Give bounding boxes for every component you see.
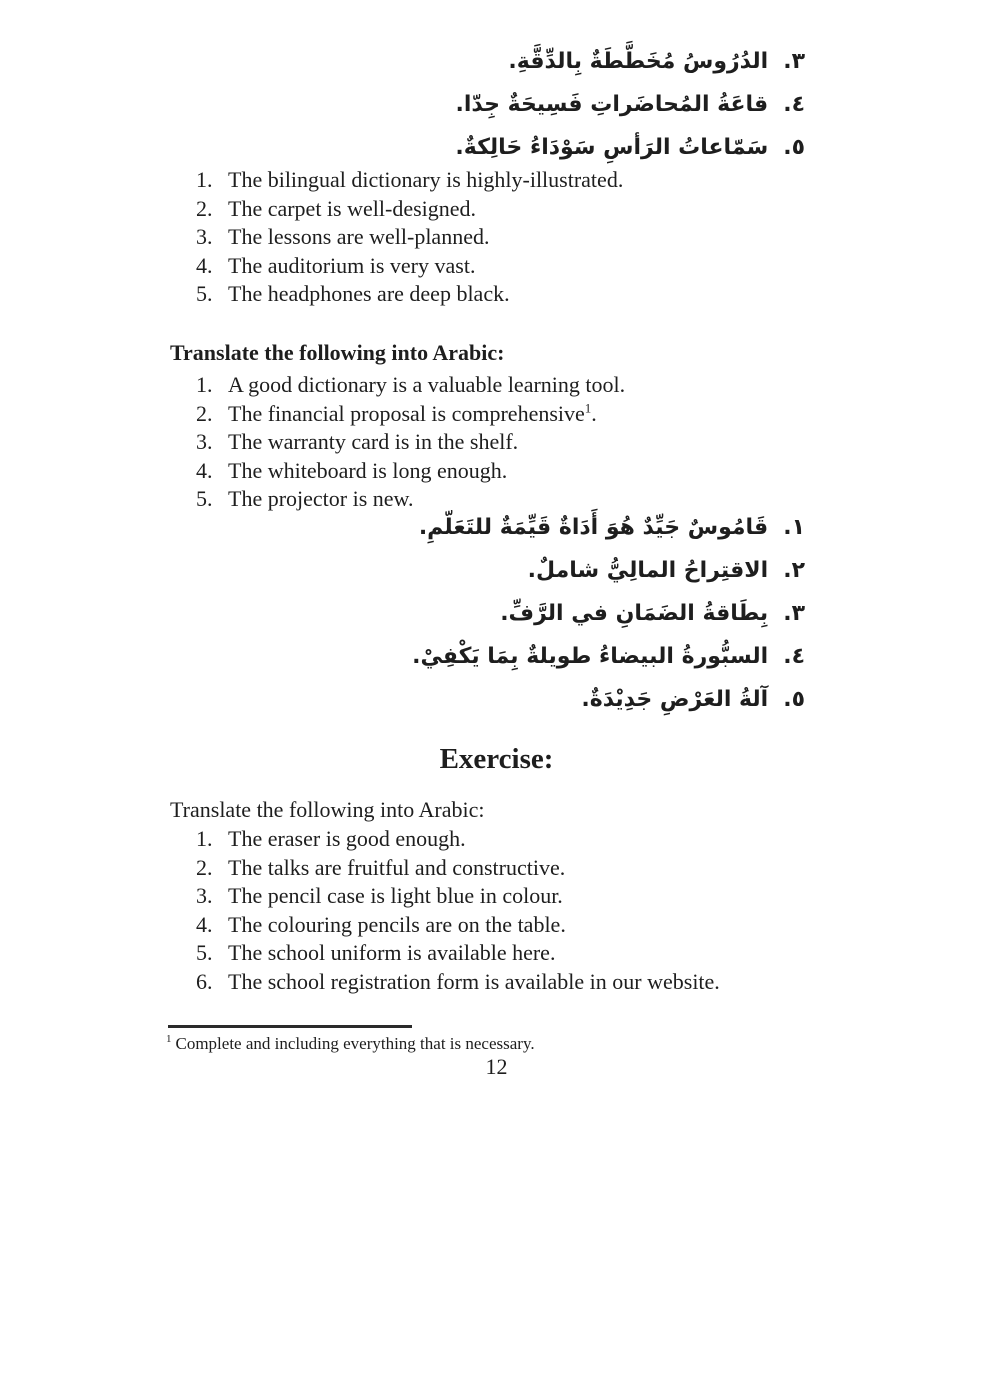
item-number: 1. — [196, 826, 213, 851]
arabic-item-number: ٣. — [783, 49, 805, 74]
arabic-answers-list — [412, 506, 805, 721]
item-text: The projector is new. — [228, 486, 414, 511]
arabic-examples-list — [455, 40, 805, 169]
item-text: The warranty card is in the shelf. — [228, 429, 519, 454]
arabic-list-item — [455, 126, 805, 169]
arabic-list-item — [412, 678, 805, 721]
exercise-heading: Exercise: — [439, 743, 554, 775]
arabic-list-item — [412, 592, 805, 635]
arabic-list-item — [455, 83, 805, 126]
item-text: The eraser is good enough. — [228, 826, 466, 851]
list-item — [196, 195, 623, 224]
item-number: 4. — [196, 457, 213, 483]
item-number: 3. — [196, 883, 213, 908]
list-item — [196, 252, 623, 281]
list-item — [196, 428, 625, 457]
arabic-list-item — [412, 506, 805, 549]
item-text: The auditorium is very vast. — [228, 252, 476, 278]
arabic-item-number: ٤. — [783, 92, 805, 117]
item-text: The whiteboard is long enough. — [228, 457, 508, 483]
exercise-sentences-list — [196, 825, 720, 996]
footnote-marker: 1 — [166, 1033, 172, 1046]
list-item — [196, 223, 623, 252]
item-number: 1. — [196, 167, 213, 192]
arabic-item-text: قاعَةُ المُحاضَراتِ فَسِيحَةٌ جِدّا. — [455, 92, 769, 117]
arabic-list-item — [455, 40, 805, 83]
exercise-subheading: Translate the following into Arabic: — [170, 797, 485, 822]
item-number: 2. — [196, 400, 213, 426]
list-item — [196, 854, 720, 883]
item-text: The school registration form is available in our website. — [228, 968, 720, 994]
list-item — [196, 939, 720, 968]
item-number: 1. — [196, 372, 213, 397]
arabic-list-item — [412, 549, 805, 592]
arabic-item-text: بِطَاقةُ الضَمَانِ في الرَّفِّ. — [500, 601, 769, 626]
list-item — [196, 882, 720, 911]
arabic-item-number: ٤. — [783, 644, 805, 669]
arabic-item-text: الدُرُوسُ مُخَطَّطَةٌ بِالدِّقَّةِ. — [508, 49, 769, 74]
item-number: 5. — [196, 281, 213, 306]
arabic-list-item — [412, 635, 805, 678]
list-item — [196, 371, 625, 400]
arabic-item-number: ٥. — [783, 135, 805, 160]
item-text: A good dictionary is a valuable learning tool. — [228, 372, 626, 397]
translate-sentences-list — [196, 371, 625, 514]
page-number: 12 — [485, 1054, 508, 1079]
item-number: 6. — [196, 968, 213, 994]
translate-heading: Translate the following into Arabic: — [170, 340, 505, 365]
item-text: The headphones are deep black. — [228, 281, 510, 306]
item-text: The school uniform is available here. — [228, 940, 556, 965]
item-text: The colouring pencils are on the table. — [228, 911, 566, 937]
arabic-item-text: قَامُوسٌ جَيِّدٌ هُوَ أَدَاةٌ قَيِّمَةٌ للتَعَلّمِ. — [418, 515, 769, 540]
arabic-item-number: ٢. — [783, 558, 805, 583]
item-text-after: . — [591, 400, 597, 426]
arabic-item-text: سَمّاعاتُ الرَأسِ سَوْدَاءُ حَالِكةٌ. — [455, 135, 769, 160]
item-number: 3. — [196, 224, 213, 249]
footnote-text: Complete and including everything that is necessary. — [175, 1034, 535, 1053]
arabic-item-number: ١. — [783, 515, 805, 540]
list-item — [196, 166, 623, 195]
arabic-item-text: آلةُ العَرْضِ جَدِيْدَةٌ. — [581, 687, 769, 712]
list-item — [196, 457, 625, 486]
list-item — [196, 968, 720, 997]
list-item — [196, 911, 720, 940]
list-item — [196, 280, 623, 309]
item-number: 4. — [196, 252, 213, 278]
item-number: 3. — [196, 429, 213, 454]
arabic-item-text: الاقتِراحُ المالِيُّ شاملٌ. — [527, 558, 769, 583]
arabic-item-number: ٣. — [783, 601, 805, 626]
item-text: The carpet is well-designed. — [228, 195, 477, 221]
item-number: 2. — [196, 195, 213, 221]
list-item — [196, 825, 720, 854]
item-number: 2. — [196, 854, 213, 880]
item-text: The talks are fruitful and constructive. — [228, 854, 566, 880]
english-examples-list — [196, 166, 623, 309]
item-text: The financial proposal is comprehensive — [228, 400, 585, 426]
item-text: The bilingual dictionary is highly-illustrated. — [228, 167, 624, 192]
arabic-item-number: ٥. — [783, 687, 805, 712]
item-text: The pencil case is light blue in colour. — [228, 883, 563, 908]
arabic-item-text: السبُّورةُ البيضاءُ طويلةٌ بِمَا يَكْفِيْ. — [412, 644, 769, 669]
footnote — [166, 1034, 535, 1054]
footnote-divider — [168, 1025, 412, 1028]
item-number: 5. — [196, 486, 213, 511]
list-item — [196, 400, 625, 429]
item-number: 5. — [196, 940, 213, 965]
item-text: The lessons are well-planned. — [228, 224, 490, 249]
item-number: 4. — [196, 911, 213, 937]
footnote-reference: 1 — [584, 400, 592, 416]
